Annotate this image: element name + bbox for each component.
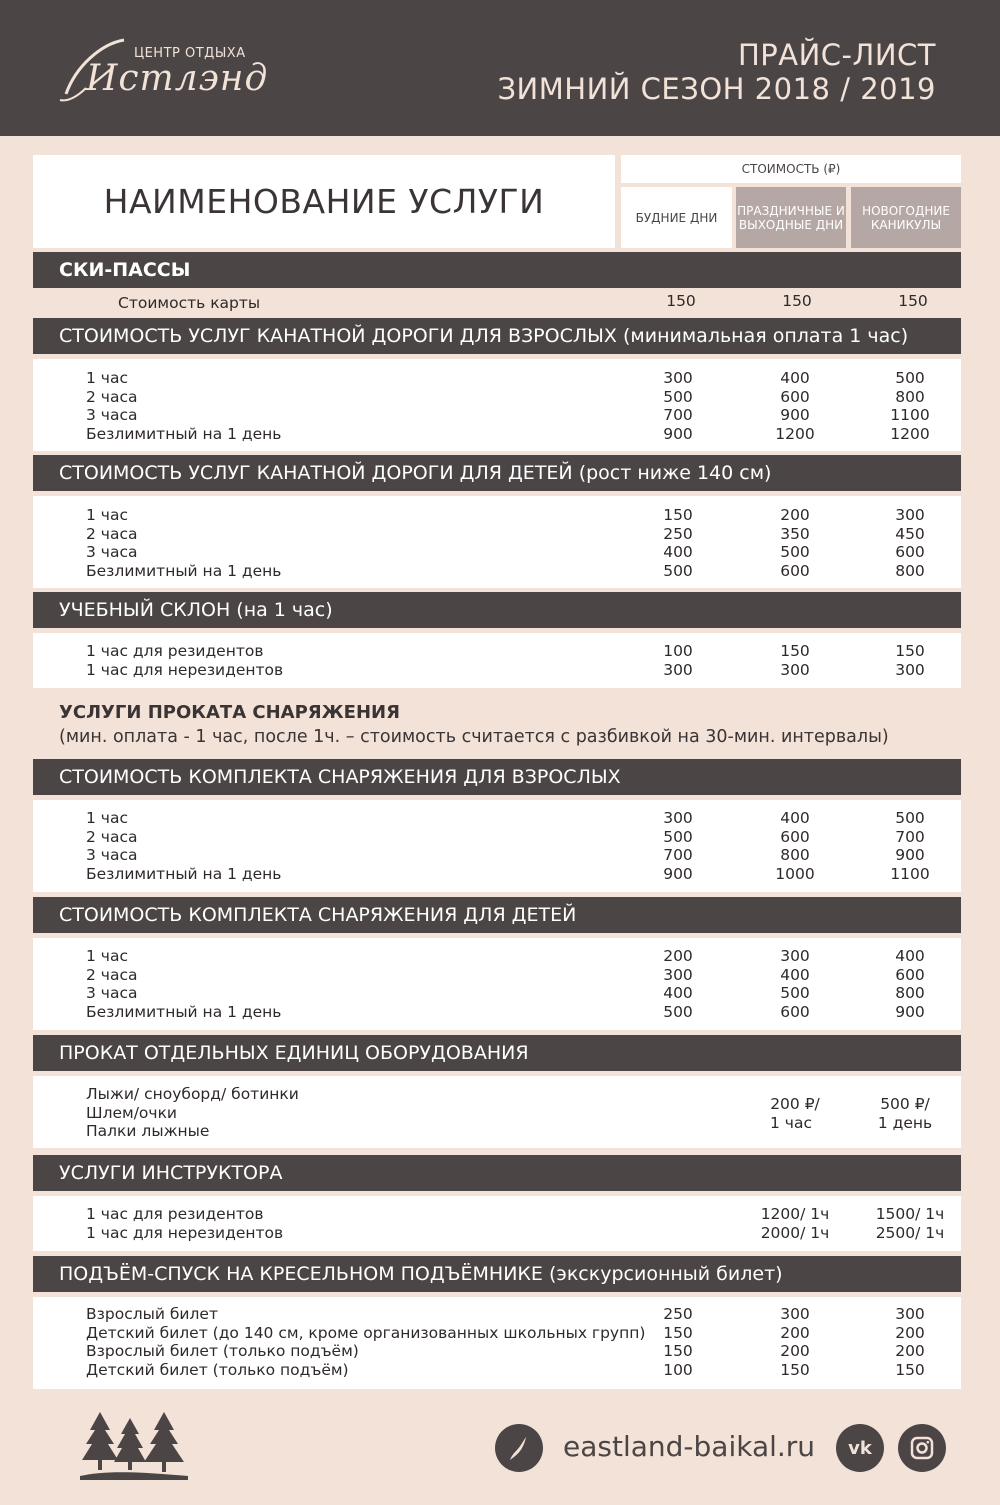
chairlift-box: [33, 1297, 961, 1389]
price-new-year: 500: [895, 369, 925, 387]
price-weekday: 250: [663, 1305, 693, 1323]
section-title-text: УСЛУГИ ИНСТРУКТОРА: [59, 1162, 283, 1184]
price-holiday: 400: [780, 809, 810, 827]
row-label: Взрослый билет: [86, 1305, 218, 1323]
price-new-year: 1100: [890, 406, 930, 425]
trees-logo-icon: [78, 1410, 190, 1485]
section-note: (минимальная оплата 1 час): [622, 325, 909, 347]
row-label: 1 час для нерезидентов: [86, 660, 284, 679]
section-title-single-items: [33, 1035, 961, 1071]
row-label: 2 часа: [86, 387, 138, 406]
rental-title: УСЛУГИ ПРОКАТА СНАРЯЖЕНИЯ: [59, 702, 400, 723]
section-note: (экскурсионный билет): [548, 1263, 783, 1285]
price-holiday: 1200/ 1ч: [760, 1205, 830, 1223]
row-label: 2 часа: [86, 827, 138, 846]
price-holiday: 200: [780, 506, 810, 524]
price-holiday: 300: [780, 1305, 810, 1323]
price-weekday: 250: [663, 524, 693, 543]
price-new-year: 150: [895, 1360, 925, 1379]
skipass-title-text: СКИ-ПАССЫ: [59, 259, 191, 281]
section-title-text: ПРОКАТ ОТДЕЛЬНЫХ ЕДИНИЦ ОБОРУДОВАНИЯ: [59, 1042, 529, 1064]
title-line-1: ПРАЙС-ЛИСТ: [737, 38, 936, 72]
section-title-text: ПОДЪЁМ-СПУСК НА КРЕСЕЛЬНОМ ПОДЪЁМНИКЕ: [59, 1263, 543, 1285]
row-label: 1 час: [86, 947, 128, 965]
row-label: 3 часа: [86, 406, 138, 425]
item-label: Шлем/очки: [86, 1103, 178, 1122]
column-header-holidays: ПРАЗДНИЧНЫЕ И ВЫХОДНЫЕ ДНИ: [736, 187, 846, 248]
price-holiday: 500: [780, 543, 810, 562]
section-title-chairlift: [33, 1256, 961, 1292]
price-holiday: 1200: [775, 424, 815, 443]
logo: [56, 36, 296, 106]
instructor-box: [33, 1196, 961, 1251]
row-label: 1 час: [86, 809, 128, 827]
section-title-instructor: [33, 1155, 961, 1191]
column-header-new-year: НОВОГОДНИЕ КАНИКУЛЫ: [851, 187, 961, 248]
price-new-year: 1100: [890, 864, 930, 883]
price-weekday: 400: [663, 543, 693, 562]
price-new-year: 800: [895, 561, 925, 580]
row-label: 1 час для резидентов: [86, 642, 264, 660]
price-weekday: 500: [663, 1002, 693, 1021]
price-new-year: 800: [895, 387, 925, 406]
logo-title: Истлэнд: [86, 58, 269, 99]
price-holiday: 500: [780, 984, 810, 1003]
row-label: Взрослый билет (только подъём): [86, 1342, 359, 1361]
price-new-year: 400: [895, 947, 925, 965]
item-label: Лыжи/ сноуборд/ ботинки: [86, 1085, 299, 1103]
price-weekday: 150: [666, 292, 696, 310]
training-slope-box: [33, 633, 961, 688]
row-label: 1 час: [86, 369, 128, 387]
price-weekday: 500: [663, 561, 693, 580]
price-new-year: 150: [895, 642, 925, 660]
price-weekday: 900: [663, 424, 693, 443]
price-weekday: 700: [663, 406, 693, 425]
section-title-skipass: [33, 252, 961, 288]
adult-lift-box: [33, 359, 961, 451]
header: [0, 0, 1000, 136]
price-per-day-line1: 500 ₽/: [880, 1095, 930, 1113]
section-title-adult-kit: [33, 759, 961, 795]
price-new-year: 600: [895, 965, 925, 984]
row-label: 1 час для нерезидентов: [86, 1223, 284, 1242]
price-holiday: 200: [780, 1342, 810, 1361]
section-title-text: СТОИМОСТЬ КОМПЛЕКТА СНАРЯЖЕНИЯ ДЛЯ ВЗРОСЛЫХ: [59, 766, 621, 788]
price-weekday: 500: [663, 827, 693, 846]
price-new-year: 450: [895, 524, 925, 543]
row-label: Безлимитный на 1 день: [86, 561, 282, 580]
logo-subtitle: ЦЕНТР ОТДЫХА: [134, 46, 246, 61]
row-label: Безлимитный на 1 день: [86, 1002, 282, 1021]
price-new-year: 200: [895, 1323, 925, 1342]
price-weekday: 700: [663, 846, 693, 865]
section-title-text: СТОИМОСТЬ УСЛУГ КАНАТНОЙ ДОРОГИ ДЛЯ ДЕТЕЙ: [59, 462, 573, 484]
website-link[interactable]: eastland-baikal.ru: [563, 1430, 816, 1463]
price-weekday: 100: [663, 1360, 693, 1379]
row-label: 1 час: [86, 506, 128, 524]
baikal-icon[interactable]: [495, 1424, 543, 1472]
kids-kit-box: [33, 938, 961, 1030]
row-label: Детский билет (только подъём): [86, 1360, 349, 1379]
row-label: 2 часа: [86, 965, 138, 984]
section-title-adult-lift: [33, 318, 961, 354]
row-label: 2 часа: [86, 524, 138, 543]
price-weekday: 300: [663, 660, 693, 679]
price-weekday: 150: [663, 1342, 693, 1361]
section-title-kids-kit: [33, 897, 961, 933]
price-new-year: 150: [898, 292, 928, 310]
row-label: 3 часа: [86, 846, 138, 865]
price-weekday: 500: [663, 387, 693, 406]
row-label: Детский билет (до 140 см, кроме организованных школьных групп): [86, 1323, 646, 1342]
row-label: Безлимитный на 1 день: [86, 424, 282, 443]
instagram-glyph-icon: [909, 1435, 935, 1461]
price-new-year: 900: [895, 1002, 925, 1021]
section-note: (рост ниже 140 см): [578, 462, 772, 484]
price-weekday: 150: [663, 1323, 693, 1342]
adult-kit-box: [33, 800, 961, 892]
price-new-year: 2500/ 1ч: [875, 1223, 945, 1242]
price-holiday: 800: [780, 846, 810, 865]
price-new-year: 1500/ 1ч: [875, 1205, 945, 1223]
price-per-day-line2: 1 день: [877, 1113, 933, 1132]
title-line-2: ЗИМНИЙ СЕЗОН 2018 / 2019: [497, 72, 936, 106]
price-holiday: 2000/ 1ч: [760, 1223, 830, 1242]
price-holiday: 600: [780, 387, 810, 406]
vk-glyph-icon: vk: [848, 1437, 872, 1459]
section-note: (на 1 час): [236, 599, 333, 621]
price-holiday: 600: [780, 827, 810, 846]
price-per-hour-line2: 1 час: [770, 1113, 812, 1132]
row-label: 3 часа: [86, 543, 138, 562]
section-title-text: СТОИМОСТЬ КОМПЛЕКТА СНАРЯЖЕНИЯ ДЛЯ ДЕТЕЙ: [59, 904, 577, 926]
price-new-year: 500: [895, 809, 925, 827]
price-weekday: 400: [663, 984, 693, 1003]
price-weekday: 300: [663, 965, 693, 984]
price-new-year: 300: [895, 506, 925, 524]
price-weekday: 300: [663, 369, 693, 387]
column-header-name: НАИМЕНОВАНИЕ УСЛУГИ: [33, 155, 615, 248]
price-holiday: 150: [780, 1360, 810, 1379]
column-header-weekdays: БУДНИЕ ДНИ: [621, 187, 732, 248]
price-new-year: 700: [895, 827, 925, 846]
column-header-cost: СТОИМОСТЬ (₽): [621, 155, 961, 183]
vk-icon[interactable]: [836, 1424, 884, 1472]
price-new-year: 800: [895, 984, 925, 1003]
section-title-kids-lift: [33, 455, 961, 491]
price-holiday: 400: [780, 965, 810, 984]
page-title: [497, 38, 936, 106]
baikal-shape-icon: [504, 1433, 534, 1463]
rental-note: (мин. оплата - 1 час, после 1ч. – стоимость считается с разбивкой на 30-мин. интервалы): [59, 727, 889, 747]
price-holiday: 400: [780, 369, 810, 387]
row-label: Безлимитный на 1 день: [86, 864, 282, 883]
price-holiday: 600: [780, 561, 810, 580]
price-new-year: 900: [895, 846, 925, 865]
price-weekday: 150: [663, 506, 693, 524]
price-holiday: 150: [780, 642, 810, 660]
price-weekday: 100: [663, 642, 693, 660]
price-holiday: 1000: [775, 864, 815, 883]
section-title-text: УЧЕБНЫЙ СКЛОН: [59, 599, 231, 621]
section-title-text: СТОИМОСТЬ УСЛУГ КАНАТНОЙ ДОРОГИ ДЛЯ ВЗРОСЛЫХ: [59, 325, 617, 347]
price-new-year: 600: [895, 543, 925, 562]
price-holiday: 150: [782, 292, 812, 310]
skipass-row: [33, 288, 961, 316]
row-label: 1 час для резидентов: [86, 1205, 264, 1223]
price-holiday: 300: [780, 660, 810, 679]
row-label: Стоимость карты: [118, 294, 261, 312]
price-weekday: 200: [663, 947, 693, 965]
price-holiday: 900: [780, 406, 810, 425]
price-per-hour-line1: 200 ₽/: [770, 1095, 820, 1113]
price-weekday: 300: [663, 809, 693, 827]
instagram-icon[interactable]: [898, 1424, 946, 1472]
price-holiday: 350: [780, 524, 810, 543]
price-new-year: 200: [895, 1342, 925, 1361]
section-title-training-slope: [33, 592, 961, 628]
kids-lift-box: [33, 496, 961, 588]
price-weekday: 900: [663, 864, 693, 883]
price-new-year: 300: [895, 1305, 925, 1323]
single-items-box: [33, 1076, 961, 1148]
price-new-year: 300: [895, 660, 925, 679]
price-holiday: 300: [780, 947, 810, 965]
price-holiday: 600: [780, 1002, 810, 1021]
price-holiday: 200: [780, 1323, 810, 1342]
item-label: Палки лыжные: [86, 1122, 210, 1141]
row-label: 3 часа: [86, 984, 138, 1003]
price-new-year: 1200: [890, 424, 930, 443]
